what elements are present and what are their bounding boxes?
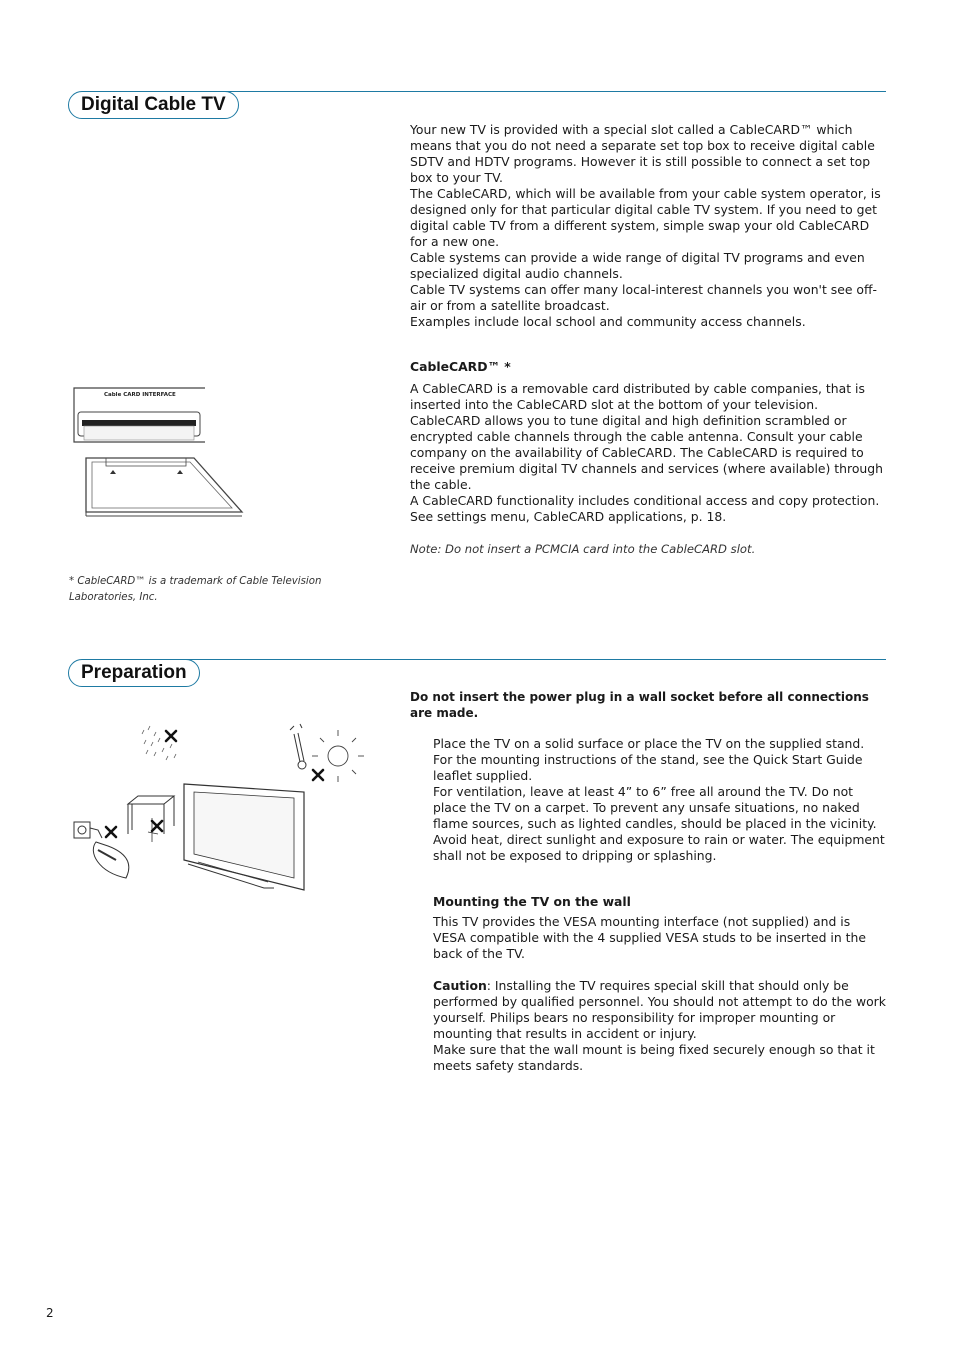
mounting-section	[433, 894, 886, 1074]
thermometer-icon	[290, 724, 306, 769]
cross-icon	[313, 770, 323, 780]
cross-icon	[152, 821, 162, 831]
paragraph: Place the TV on a solid surface or place the TV on the supplied stand. For the mounting instructions of the stand, see the Quick Start Guide leaflet supplied.	[433, 736, 865, 783]
cross-icon	[106, 827, 116, 837]
cablecard-interface-label: Cable CARD INTERFACE	[104, 392, 176, 398]
paragraph: For ventilation, leave at least 4” to 6” free all around the TV. Do not place the TV on a carpet. To prevent any unsafe situations, no naked flame sources, such as lighted candles, should be placed in the vicinity.	[433, 784, 877, 831]
table-icon	[128, 796, 174, 834]
cross-icon	[166, 731, 176, 741]
mounting-text: This TV provides the VESA mounting interface (not supplied) and is VESA compatible with the 4 supplied VESA studs to be inserted in the back of the TV.	[433, 914, 866, 961]
paragraph: Cable systems can provide a wide range of digital TV programs and even specialized digital audio channels.	[410, 250, 865, 281]
tv-icon	[184, 784, 304, 890]
section-rule-digital-cable	[160, 91, 886, 92]
power-plug-warning: Do not insert the power plug in a wall socket before all connections are made.	[410, 690, 869, 720]
caution-paragraph	[433, 978, 886, 1042]
mount-safety-note: Make sure that the wall mount is being fixed securely enough so that it meets safety standards.	[433, 1042, 875, 1073]
cablecard-slot-illustration	[70, 386, 250, 518]
trademark-footnote: * CableCARD™ is a trademark of Cable Television Laboratories, Inc.	[69, 576, 322, 603]
paragraph: Examples include local school and community access channels.	[410, 314, 806, 329]
paragraph: A CableCARD is a removable card distributed by cable companies, that is inserted into the CableCARD slot at the bottom of your television. CableCARD allows you to tune digital and high definition scrambled or encrypted cable channels through the cable antenna. Consult your cable company on the availability of CableCARD. The CableCARD is required to receive premium digital TV channels and services (where available) through the cable.	[410, 381, 883, 492]
cablecard-section	[410, 359, 886, 557]
caution-text: : Installing the TV requires special skill that should only be performed by qualified personnel. You should not attempt to do the work yourself. Philips bears no responsibility for improper mounting or mounting that results in accident or injury.	[433, 978, 886, 1041]
section-rule-preparation	[150, 659, 886, 660]
paragraph: Avoid heat, direct sunlight and exposure to rain or water. The equipment shall not be exposed to dripping or splashing.	[433, 832, 885, 863]
digital-cable-intro	[410, 122, 886, 330]
paragraph: Your new TV is provided with a special slot called a CableCARD™ which means that you do not need a separate set top box to receive digital cable SDTV and HDTV programs. However it is still possible to connect a set top box to your TV.	[410, 122, 875, 185]
cablecard-heading: CableCARD™ *	[410, 359, 511, 374]
section-title-digital-cable: Digital Cable TV	[68, 91, 239, 119]
pcmcia-note: Note: Do not insert a PCMCIA card into the CableCARD slot.	[410, 542, 756, 556]
section-title-preparation: Preparation	[68, 659, 200, 687]
wall-socket-icon	[74, 822, 129, 878]
rain-icon	[142, 726, 176, 760]
paragraph: Cable TV systems can offer many local-interest channels you won't see off-air or from a satellite broadcast.	[410, 282, 877, 313]
tv-safety-illustration	[68, 722, 368, 892]
paragraph: The CableCARD, which will be available from your cable system operator, is designed only for that particular digital cable TV system. If you need to get digital cable TV from a different system, simple swap your old CableCARD for a new one.	[410, 186, 881, 249]
mounting-heading: Mounting the TV on the wall	[433, 894, 631, 909]
page-number: 2	[46, 1306, 54, 1320]
preparation-instructions	[433, 736, 886, 864]
caution-label: Caution	[433, 978, 487, 993]
paragraph: A CableCARD functionality includes conditional access and copy protection. See settings menu, CableCARD applications, p. 18.	[410, 493, 880, 524]
